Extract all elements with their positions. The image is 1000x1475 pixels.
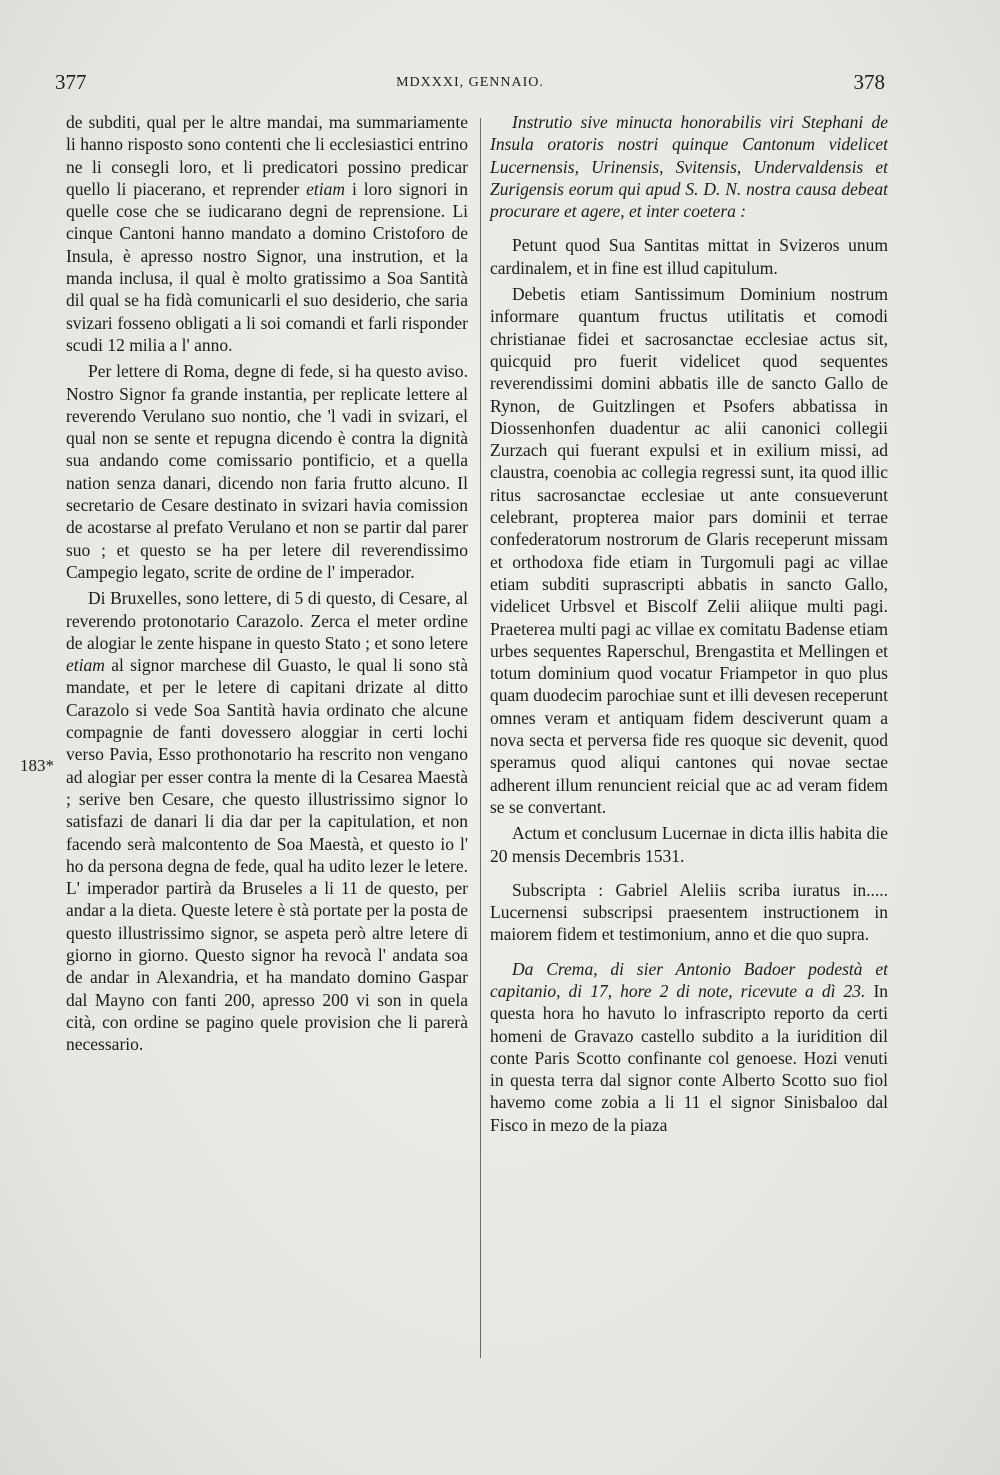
left-p3-start: Di Bruxelles, sono lettere, di 5 di questo, di Cesare, al reverendo protonotario Carazolo. Zerca el meter ordine de alogiar le zente hispane in questo Stato ; et sono letere xyxy=(66,588,468,653)
right-p5-italic: Da Crema, di sier Antonio Badoer podestà et capitanio, di 17, hore 2 di note, ricevute a dì 23. xyxy=(490,958,888,1001)
right-p5-end: In questa hora ho havuto lo infrascripto reporto da certi homeni de Gravazo castello subdito a la iuridition dil conte Paris Scotto confinante col genoese. Hozi venuti in questa terra dal signor conte Alberto Scotto suo fiol havemo come zobia a li 11 el signor Sinisbaloo dal Fisco in mezo de la piaza xyxy=(490,980,889,1135)
page-number-left: 377 xyxy=(55,70,87,94)
right-paragraph-3: Actum et conclusum Lucernae in dicta illis habita die 20 mensis Decembris 1531. xyxy=(490,823,888,866)
left-p1-text: de subditi, qual per le altre mandai, ma summariamente li hanno risposto sono contenti che li ecclesiastici entrino ne li consegli loro, et li predicatori possino predicar quello li piacerano, et reprender xyxy=(66,112,468,199)
instrutio-title: Instrutio sive minucta honorabilis viri Stephani de Insula oratoris nostri quinque Cantonum videlicet Lucernensis, Urinensis, Svitensis, Undervaldensis et Zurigensis eorum qui apud S. D. N. nostra causa debeat procurare et agere, et inter coetera : xyxy=(490,112,888,222)
left-paragraph-1 xyxy=(66,111,468,356)
right-paragraph-4: Subscripta : Gabriel Aleliis scriba iuratus in..... Lucernensi subscripsi praesentem instructionem in maiorem fidem et testimonium, anno et die quo supra. xyxy=(490,879,888,945)
left-p3-italic: etiam xyxy=(66,655,105,676)
page-number-right: 378 xyxy=(853,70,885,94)
column-divider xyxy=(480,118,481,1358)
right-paragraph-5 xyxy=(490,958,888,1136)
running-title: MDXXXI, GENNAIO. xyxy=(396,75,544,90)
right-paragraph-1: Petunt quod Sua Santitas mittat in Svizeros unum cardinalem, et in fine est illud capitulum. xyxy=(490,235,888,278)
left-p1-end: i loro signori in quelle cose che se iudicarano degni de reprensione. Li cinque Cantoni hanno mandato a domino Cristoforo de Insula, è apresso nostro Signor, una instrution, et la manda inclusa, il qual è molto gratissimo a Soa Santità dil qual se ha fidà comunicarli el suo desiderio, che saria svizari fosseno obligati a li soi comandi et farli risponder scudi 12 milia a l' anno. xyxy=(66,178,469,355)
left-paragraph-3 xyxy=(66,587,468,1055)
page-header xyxy=(55,70,885,100)
right-column xyxy=(490,111,888,1140)
left-p1-italic: etiam xyxy=(306,178,346,199)
left-column xyxy=(66,111,468,1059)
left-paragraph-2: Per lettere di Roma, degne di fede, si ha questo aviso. Nostro Signor fa grande instantia, per replicate lettere al reverendo Verulano suo nontio, che 'l vadi in svizari, el qual non se sente et repugna dicendo è contra la dignità sua andando come comissario pontificio, et a quella nation senza danari, dicendo non faria frutto alcuno. Il secretario de Cesare destinato in svizari havia comission de acostarse al prefato Verulano et non se partir dal parer suo ; et questo se ha per letere dil reverendissimo Campegio legato, scrite de ordine de l' imperador. xyxy=(66,361,468,582)
margin-note: 183* xyxy=(20,756,54,775)
right-paragraph-2: Debetis etiam Santissimum Dominium nostrum informare quantum fructus utilitatis et comodi christianae fidei et sacrosanctae ecclesiae actus sit, quicquid pro fuerit videlicet quod sequentes reverendissimi domini abbatis ille de sancto Gallo de Rynon, de Guitzlingen et Psofers abbatissa in Diossenhonfen duadentur ac alii canonici collegii Zurzach qui fuerant expulsi et in exilium missi, ad claustra, coenobia ac collegia regressi sunt, ita quod illic ritus sacrosanctae ecclesiae ut ante consueverunt celebrant, propterea maior pars dominii et terrae confederatorum nostrorum de Glaris receperunt missam et orthodoxa fide etiam in Turgomuli pagi ac villae etiam subditi suprascripti abbatis in sancto Gallo, videlicet Urbsvel et Biscolf Zelii aliique multi pagi. Praeterea multi pagi ac villae ex comitatu Badense etiam urbes sequentes Raperschul, Brengastita et Mellingen et totum dominium quod vocatur Friampetor in quo plus quam duodecim parochiae sunt et illi devesen receperunt omnes veram et antiquam fidem desciverunt quam a nova secta et perversa fide res quoque sic devenit, quod speramus quod aliqui cantones qui novae sectae adherent illum renuncient reicial que ac ad veram fidem se se convertant. xyxy=(490,284,888,817)
left-p3-end: al signor marchese dil Guasto, le qual li sono stà mandate, et per le letere di capitani drizate al ditto Carazolo si vede Soa Santità havia ordinato che alcune compagnie de fanti dovessero aloggiar in certi lochi verso Pavia, Esso prothonotario ha rescrito non vengano ad alogiar per esser contra la mente di la Cesarea Maestà ; serive ben Cesare, che questo illustrissimo signor lo satisfazi de danari li dia dar per la capitulation, et non facendo serà malcontento de Soa Maestà, et questo io l' ho da persona degna de fede, qual ha udito lezer le letere. L' imperador partirà da Bruseles a li 11 de questo, per andar a la dieta. Queste letere è stà portate per la posta de questo illustrissimo signor, se aspeta però altre letere di giorno in giorno. Questo signor ha revocà l' andata soa de andar in Alexandria, et ha mandato domino Gaspar dal Mayno con fanti 200, apresso 200 vi son in quela cità, con ordine se pagino quele provision che li parerà necessario. xyxy=(66,655,469,1055)
